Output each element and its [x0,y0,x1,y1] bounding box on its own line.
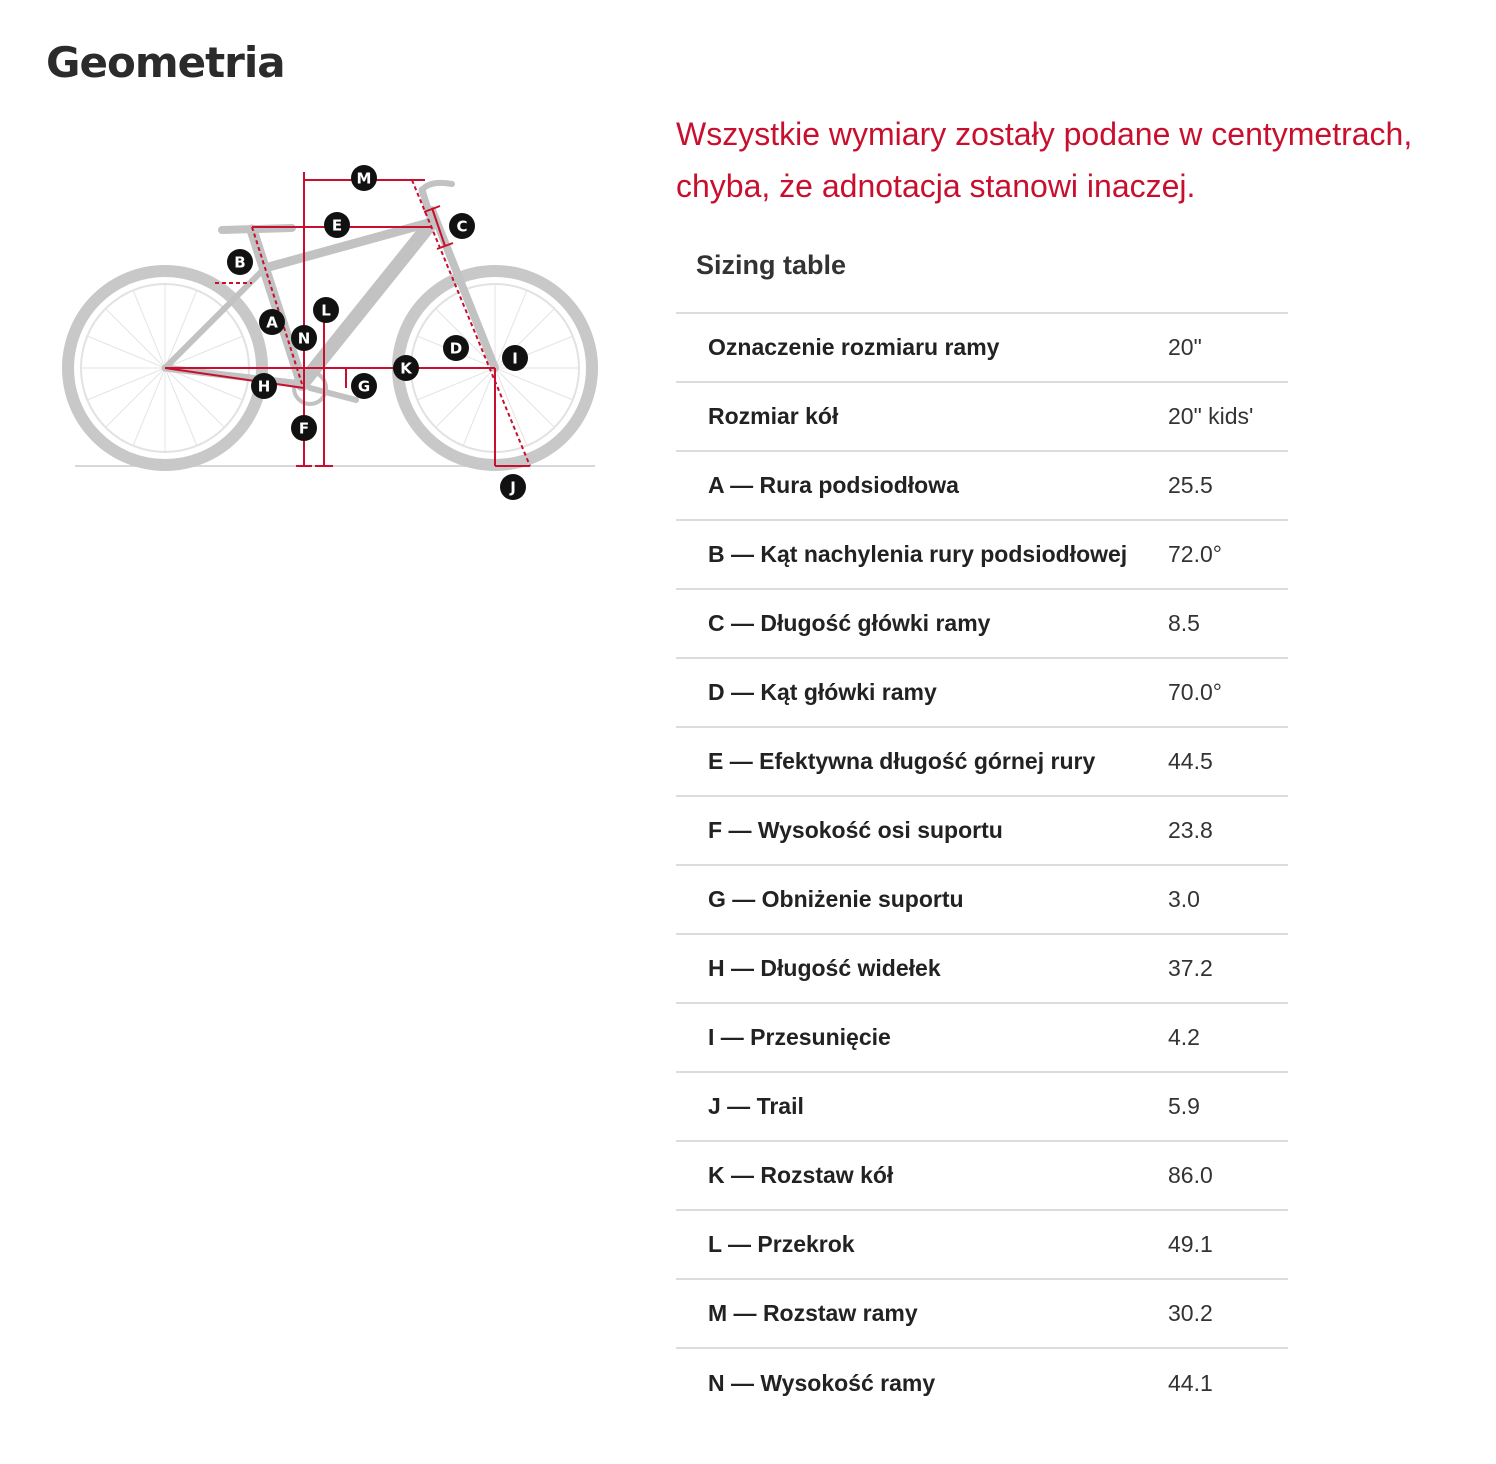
row-value: 23.8 [1168,817,1213,843]
svg-text:G: G [357,377,371,396]
row-value: 8.5 [1168,610,1200,636]
sizing-table [676,312,1288,1417]
row-label: G — Obniżenie suportu [708,886,964,912]
badge-F [291,415,317,441]
row-value: 86.0 [1168,1162,1213,1188]
row-value: 3.0 [1168,886,1200,912]
row-label: Oznaczenie rozmiaru ramy [708,334,1000,360]
table-row [676,382,1288,451]
row-label: J — Trail [708,1093,804,1119]
row-label: A — Rura podsiodłowa [708,472,959,498]
svg-text:F: F [298,419,310,438]
badge-H [251,373,277,399]
badge-M [351,165,377,191]
table-row [676,865,1288,934]
badge-B [227,249,253,275]
svg-text:L: L [321,301,331,320]
svg-text:M: M [356,169,372,188]
svg-text:C: C [456,217,468,236]
badge-D [443,335,469,361]
table-row [676,934,1288,1003]
badge-K [393,355,419,381]
row-value: 49.1 [1168,1231,1213,1257]
table-row [676,796,1288,865]
badge-C [449,213,475,239]
badge-E [324,212,350,238]
svg-text:E: E [331,216,343,235]
table-row [676,1279,1288,1348]
row-value: 25.5 [1168,472,1213,498]
svg-text:N: N [297,329,311,348]
svg-text:A: A [266,313,278,332]
table-row [676,1348,1288,1417]
svg-text:I: I [512,349,518,368]
svg-text:H: H [257,377,271,396]
table-row [676,727,1288,796]
svg-text:B: B [234,253,246,272]
table-row [676,1003,1288,1072]
badge-L [313,297,339,323]
row-label: M — Rozstaw ramy [708,1300,918,1326]
row-value: 20" [1168,334,1202,360]
row-value: 44.5 [1168,748,1213,774]
row-label: E — Efektywna długość górnej rury [708,748,1096,774]
row-label: Rozmiar kół [708,403,839,429]
badge-N [291,325,317,351]
table-row [676,313,1288,382]
row-label: F — Wysokość osi suportu [708,817,1003,843]
table-row [676,589,1288,658]
badge-A [259,309,285,335]
page-title: Geometria [46,38,285,87]
badge-J [500,474,526,500]
table-row [676,520,1288,589]
bike-geometry-diagram [60,150,620,510]
row-value: 20" kids' [1168,403,1254,429]
row-label: N — Wysokość ramy [708,1369,936,1396]
units-note: Wszystkie wymiary zostały podane w centymetrach, chyba, że adnotacja stanowi inaczej. [676,116,1413,204]
row-label: B — Kąt nachylenia rury podsiodłowej [708,541,1128,567]
row-value: 70.0° [1168,679,1222,705]
row-label: D — Kąt główki ramy [708,679,937,705]
badge-I [502,345,528,371]
row-label: I — Przesunięcie [708,1024,891,1050]
row-label: C — Długość główki ramy [708,610,991,636]
svg-text:D: D [449,339,463,358]
row-label: L — Przekrok [708,1231,855,1257]
table-row [676,1072,1288,1141]
row-value: 30.2 [1168,1300,1213,1326]
row-label: K — Rozstaw kół [708,1162,894,1188]
row-value: 5.9 [1168,1093,1200,1119]
row-value: 44.1 [1168,1369,1213,1396]
svg-text:J: J [510,478,516,497]
row-value: 4.2 [1168,1024,1200,1050]
table-row [676,1210,1288,1279]
row-value: 37.2 [1168,955,1213,981]
row-label: H — Długość widełek [708,955,941,981]
bike-geometry-svg [60,150,620,510]
table-row [676,451,1288,520]
row-value: 72.0° [1168,541,1222,567]
badge-G [351,373,377,399]
sizing-table-title: Sizing table [696,250,847,280]
table-row [676,1141,1288,1210]
table-row [676,658,1288,727]
svg-text:K: K [400,359,412,378]
